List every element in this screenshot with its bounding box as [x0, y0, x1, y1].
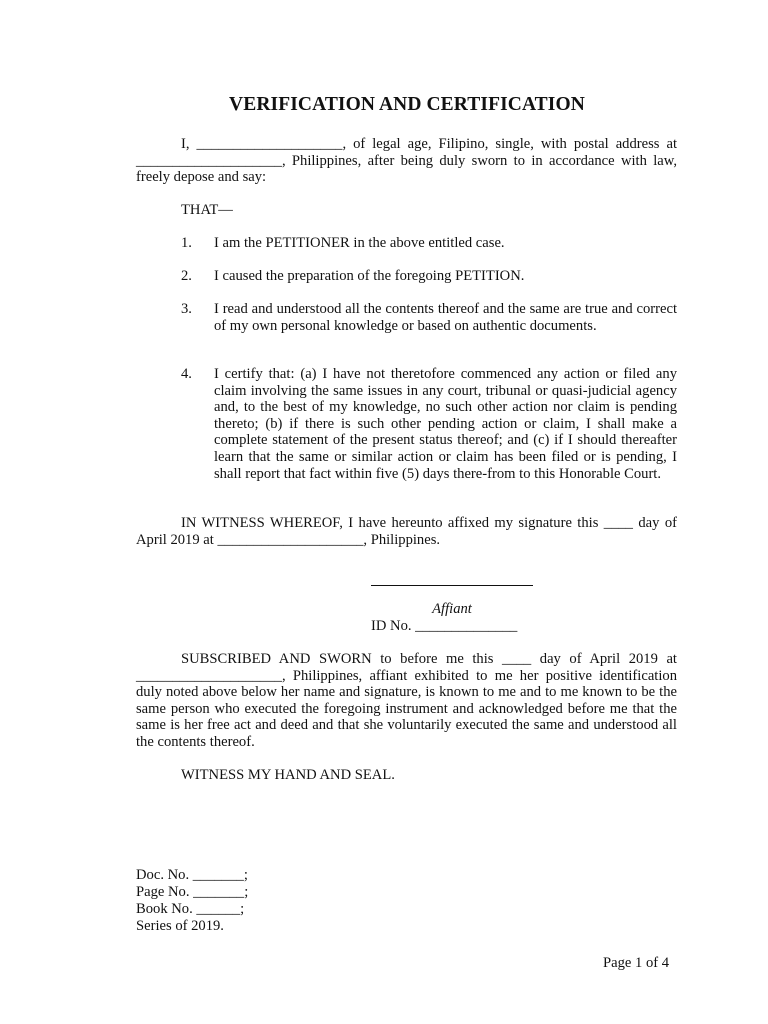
book-number-line: Book No. ______;: [136, 901, 245, 917]
that-label: THAT—: [181, 202, 233, 218]
witness-paragraph: IN WITNESS WHEREOF, I have hereunto affixed my signature this ____ day of April 2019 at ____________________, Philippines.: [136, 515, 677, 548]
list-item-number: 4.: [181, 366, 192, 382]
affiant-label: Affiant: [432, 601, 472, 617]
page-indicator: Page 1 of 4: [603, 955, 670, 971]
intro-paragraph: I, ____________________, of legal age, Filipino, single, with postal address at ____________________, Philippines, after being duly sworn to in accordance with law, freely depose and say:: [136, 136, 677, 186]
id-number-field: ID No. ______________: [371, 618, 518, 634]
list-item-number: 3.: [181, 301, 192, 317]
list-item-text: I certify that: (a) I have not theretofore commenced any action or filed any claim involving the same issues in any court, tribunal or quasi-judicial agency and, to the best of my knowledge, no such other action nor claim is pending thereto; (b) if there is such other pending action or claim, I shall make a complete statement of the present status thereof; and (c) if I should thereafter learn that the same or similar action or claim has been filed or is pending, I shall report that fact within five (5) days there-from to this Honorable Court.: [214, 366, 677, 482]
series-line: Series of 2019.: [136, 918, 224, 934]
subscribed-paragraph: SUBSCRIBED AND SWORN to before me this ____ day of April 2019 at ____________________, Philippines, affiant exhibited to me her positive identification duly noted above below her name and signature, is known to me and to me known to be the same person who executed the foregoing instrument and acknowledged before me that the same is her free act and deed and that she voluntarily executed the same and understood all the contents thereof.: [136, 651, 677, 750]
document-title: VERIFICATION AND CERTIFICATION: [229, 94, 585, 115]
doc-number-line: Doc. No. _______;: [136, 867, 248, 883]
witness-seal-line: WITNESS MY HAND AND SEAL.: [181, 767, 395, 783]
list-item-number: 2.: [181, 268, 192, 284]
list-item-text: I caused the preparation of the foregoing PETITION.: [214, 268, 525, 284]
page-number-line: Page No. _______;: [136, 884, 249, 900]
list-item-number: 1.: [181, 235, 192, 251]
list-item-text: I read and understood all the contents thereof and the same are true and correct of my own personal knowledge or based on authentic documents.: [214, 301, 677, 334]
signature-line: [371, 585, 533, 586]
list-item-text: I am the PETITIONER in the above entitled case.: [214, 235, 505, 251]
